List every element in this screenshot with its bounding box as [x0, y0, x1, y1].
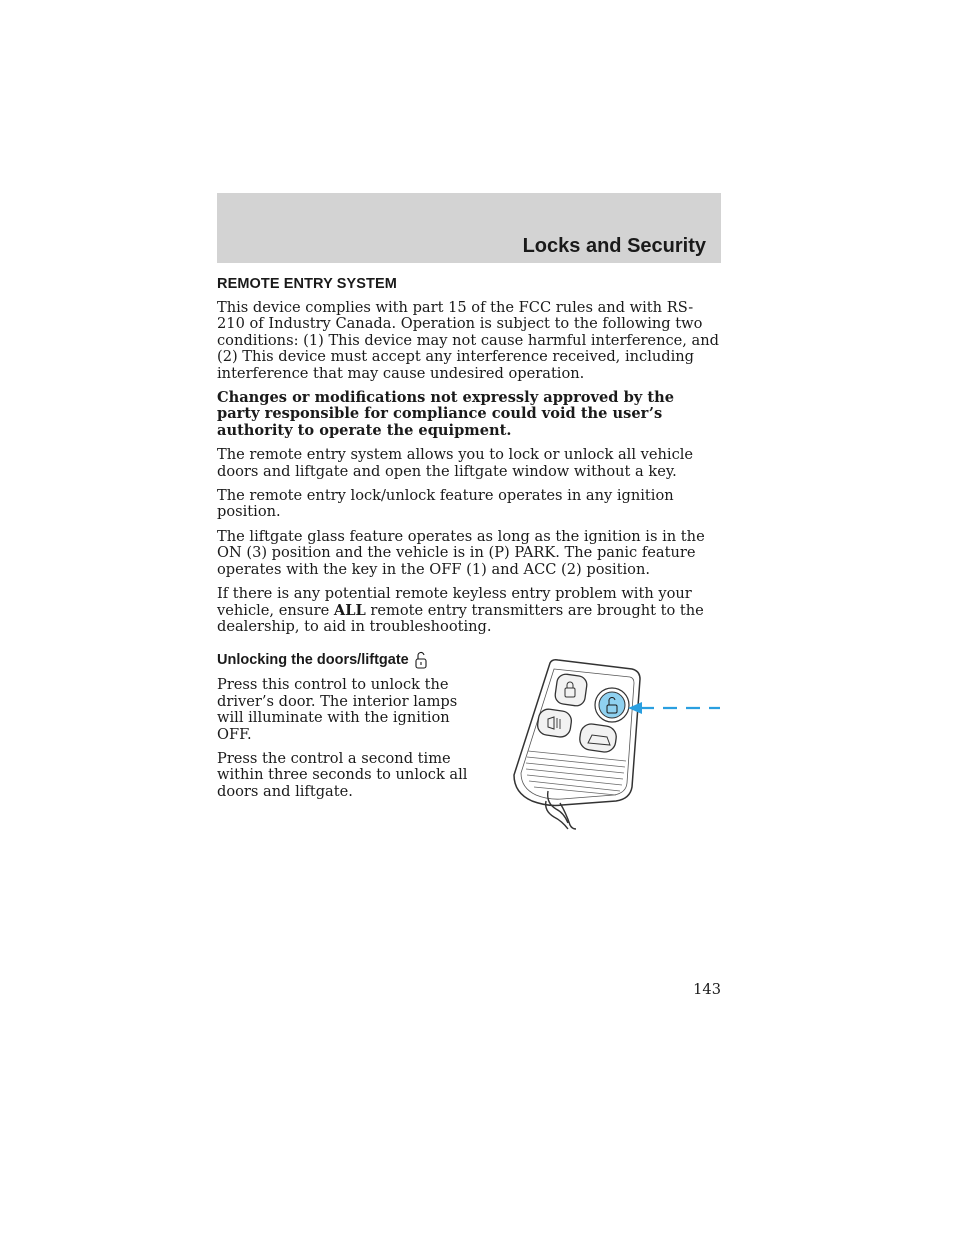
- chapter-header-band: [217, 193, 721, 263]
- chapter-title: Locks and Security: [522, 235, 706, 257]
- unlock-button: [595, 688, 629, 722]
- unlock-paragraph-1: Press this control to unlock the driver’s door. The interior lamps will illuminate with the ignition OFF.: [217, 676, 458, 743]
- remote-entry-paragraph: The remote entry system allows you to lock or unlock all vehicle doors and liftgate and open the liftgate window without a key.: [217, 446, 694, 480]
- key-fob-illustration: [508, 655, 723, 830]
- ignition-paragraph: The remote entry lock/unlock feature operates in any ignition position.: [217, 487, 674, 521]
- fcc-paragraph: This device complies with part 15 of the FCC rules and with RS-210 of Industry Canada. Operation is subject to the following two conditions: (1) This device may not cause harmful interference, and (2) This device must accept any interference received, including interference that may cause undesired operation.: [217, 299, 720, 382]
- lock-button: [554, 673, 588, 707]
- warning-paragraph: Changes or modifications not expressly approved by the party responsible for compliance could void the user’s authority to operate the equipment.: [217, 389, 674, 439]
- section-title: REMOTE ENTRY SYSTEM: [217, 276, 397, 292]
- panic-button: [536, 708, 572, 738]
- page-number: 143: [693, 981, 721, 998]
- unlock-icon: [414, 651, 428, 669]
- emphasis-all: ALL: [333, 601, 366, 619]
- subsection-title: Unlocking the doors/liftgate: [217, 651, 721, 669]
- dashed-arrow: [628, 702, 720, 714]
- troubleshooting-paragraph: If there is any potential remote keyless entry problem with your vehicle, ensure ALL remote entry transmitters are brought to the dealership, to aid in troubleshooting.: [217, 585, 704, 635]
- liftgate-glass-paragraph: The liftgate glass feature operates as long as the ignition is in the ON (3) position and the vehicle is in (P) PARK. The panic feature operates with the key in the OFF (1) and ACC (2) position.: [217, 527, 705, 578]
- unlock-text-column: [217, 677, 479, 800]
- unlock-paragraph-2: Press the control a second time within three seconds to unlock all doors and liftgate.: [217, 749, 468, 800]
